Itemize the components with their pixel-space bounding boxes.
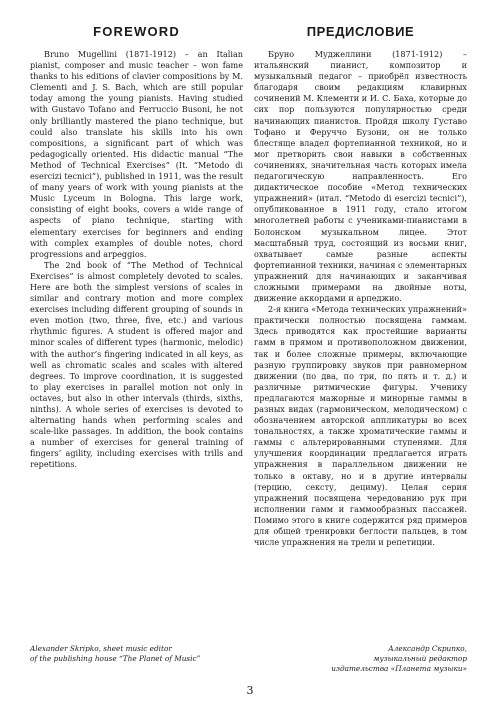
russian-signature-name: Александр Скрипко,	[388, 644, 467, 653]
foreword-paragraph-2: The 2nd book of “The Method of Technical Exercises” is almost completely devoted to scales. Here are both the simplest versions of scales in similar and contrary motion and more complex exercises including different grouping of sounds in even motion (two, three, five, etc.) and various rhythmic figures. A student is offered major and minor scales of different types (harmonic, melodic) with the author’s fingering indicated in all keys, as well as chromatic scales and scales with altered degrees. To improve coordination, it is suggested to play exercises in parallel motion not only in octaves, but also in other intervals (thirds, sixths, ninths). A whole series of exercises is devoted to alternating hands when performing scales and scale-like passages. In addition, the book contains a number of exercises for general training of fingers’ agility, including exercises with trills and repetitions.	[30, 259, 243, 470]
predislovie-body	[254, 49, 467, 548]
russian-signature-org: издательства «Планета музыки»	[331, 663, 467, 673]
predislovie-paragraph-1: Бруно Муджеллини (1871-1912) – итальянский пианист, композитор и музыкальный педагог – приобрёл известность благодаря своим редакциям клавирных сочинений М. Клементи и И. С. Баха, которые до сих пор пользуются популярностью среди начинающих пианистов. Пройдя школу Густаво Тофано и Феруччо Бузони, он не только блестяще владел фортепианной техникой, но и мог претворить свои навыки в собственных сочинениях, значительная часть которых имела педагогическую направленность. Его дидактическое пособие «Метод технических упражнений» (итал. “Metodo di esercizi tecnici”), опубликованное в 1911 году, стало итогом многолетней работы с учениками-пианистами в Болонском музыкальном лицее. Этот масштабный труд, состоящий из восьми книг, охватывает самые разные аспекты фортепианной техники, начиная с элементарных упражнений для начинающих и заканчивая сложными примерами на двойные ноты, движение аккордами и арпеджио.	[254, 49, 467, 304]
foreword-body	[30, 49, 243, 471]
foreword-paragraph-1: Bruno Mugellini (1871-1912) – an Italian pianist, composer and music teacher – won fame thanks to his editions of clavier compositions by M. Clementi and J. S. Bach, which are still popular today among the young pianists. Having studied with Gustavo Tofano and Ferruccio Busoni, he not only brilliantly mastered the piano technique, but could also translate his skills into his own compositions, a significant part of which was pedagogically oriented. His didactic manual “The Method of Technical Exercises” (It. “Metodo di esercizi tecnici”), published in 1911, was the result of many years of work with young pianists at the Music Lyceum in Bologna. This large work, consisting of eight books, covers a wide range of aspects of piano technique, starting with elementary exercises for beginners and ending with complex examples of double notes, chord progressions and arpeggios.	[30, 49, 243, 259]
page-number: 3	[246, 684, 254, 697]
english-signature-org: of the publishing house “The Planet of Music”	[30, 653, 201, 663]
foreword-heading: FOREWORD	[93, 24, 180, 39]
predislovie-paragraph-2: 2-я книга «Метода технических упражнений» практически полностью посвящена гаммам. Здесь приводятся как простейшие варианты гамм в прямом и противоположном движении, так и более сложные примеры, включающие разную группировку звуков при равномерном движении (по два, по три, по пять и т. д.) и различные ритмические фигуры. Ученику предлагаются мажорные и минорные гаммы в разных видах (гармоническом, мелодическом) с обозначением авторской аппликатуры во всех тональностях, а также хроматические гаммы и гаммы с альтерированными ступенями. Для улучшения координации предлагается играть упражнения в параллельном движении не только в октаву, но и в другие интервалы (терцию, сексту, дециму). Целая серия упражнений посвящена чередованию рук при исполнении гамм и гаммообразных пассажей. Помимо этого в книге содержится ряд примеров для общей тренировки беглости пальцев, в том числе упражнения на трели и репетиции.	[254, 304, 467, 548]
english-signature	[30, 644, 243, 664]
predislovie-heading: ПРЕДИСЛОВИЕ	[306, 24, 415, 39]
russian-signature	[254, 644, 467, 673]
russian-signature-role: музыкальный редактор	[373, 653, 467, 663]
english-column	[30, 24, 243, 471]
russian-column	[254, 24, 467, 548]
english-signature-name: Alexander Skripko, sheet music editor	[30, 644, 172, 653]
